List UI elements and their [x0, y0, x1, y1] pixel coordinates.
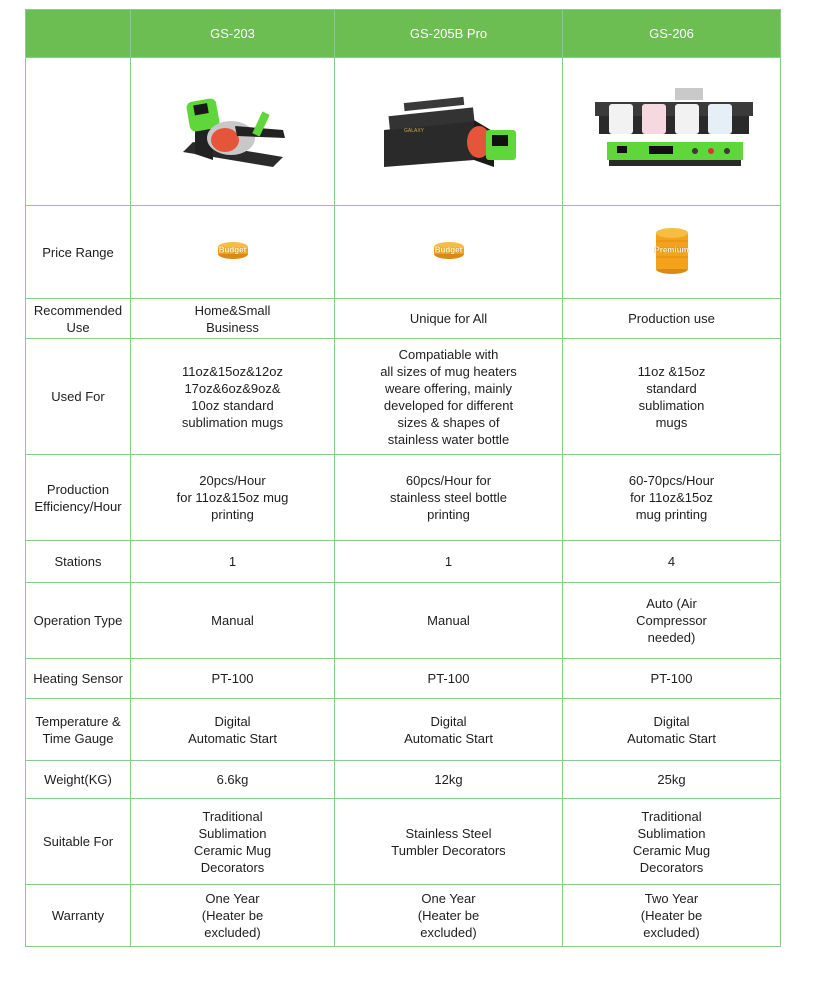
- value-text: Manual: [211, 613, 254, 628]
- row-label-text: Suitable For: [42, 834, 114, 849]
- header-row: [26, 10, 781, 58]
- value-cell-gs-205b-pro: [335, 541, 563, 583]
- budget-coin-icon: Budget: [432, 239, 466, 261]
- value-cell-gs-203: [131, 541, 335, 583]
- table-row: [26, 761, 781, 799]
- value-cell-gs-206: [563, 761, 781, 799]
- value-cell-gs-203: [131, 339, 335, 455]
- price-range-gs-205b-pro: [335, 206, 563, 299]
- value-text: 12kg: [434, 772, 463, 787]
- value-cell-gs-206: [563, 339, 781, 455]
- row-label: [26, 761, 131, 799]
- row-label: [26, 885, 131, 947]
- row-label-text: Weight(KG): [44, 772, 112, 787]
- value-cell-gs-203: [131, 761, 335, 799]
- table-row: [26, 339, 781, 455]
- gs-205b-pro-image-cell: [335, 58, 563, 206]
- value-text: 20pcs/Hour for 11oz&15oz mug printing: [176, 473, 289, 522]
- comparison-table: [25, 9, 781, 947]
- gs-203-mug-press-image: [135, 82, 330, 182]
- image-row: [26, 58, 781, 206]
- value-cell-gs-205b-pro: [335, 455, 563, 541]
- table-row: [26, 541, 781, 583]
- row-label: [26, 583, 131, 659]
- table-row: [26, 455, 781, 541]
- value-text: Unique for All: [409, 311, 488, 326]
- table-row: [26, 659, 781, 699]
- value-text: One Year (Heater be excluded): [201, 891, 264, 940]
- value-text: 60-70pcs/Hour for 11oz&15oz mug printing: [628, 473, 715, 522]
- gs-206-image-cell: [563, 58, 781, 206]
- value-text: PT-100: [427, 671, 470, 686]
- value-text: Home&Small Business: [194, 302, 271, 335]
- row-label-text: Temperature & Time Gauge: [35, 713, 121, 746]
- value-cell-gs-205b-pro: [335, 659, 563, 699]
- row-label-text: Operation Type: [33, 613, 123, 628]
- value-cell-gs-205b-pro: [335, 299, 563, 339]
- header-model-gs-206: GS-206: [563, 10, 781, 58]
- value-cell-gs-206: [563, 659, 781, 699]
- value-text: 25kg: [657, 772, 686, 787]
- row-label-price-range: Price Range: [26, 206, 131, 299]
- value-text: One Year (Heater be excluded): [417, 891, 480, 940]
- value-cell-gs-206: [563, 799, 781, 885]
- price-range-gs-206: [563, 206, 781, 299]
- price-range-row: [26, 206, 781, 299]
- svg-text:GALAXY: GALAXY: [403, 127, 424, 134]
- gs-206-four-station-mug-press-image: [567, 84, 776, 179]
- value-text: Auto (Air Compressor needed): [636, 596, 707, 645]
- premium-coin-stack-icon: Premium: [654, 225, 690, 275]
- value-text: Stainless Steel Tumbler Decorators: [391, 825, 506, 858]
- value-cell-gs-206: [563, 583, 781, 659]
- value-text: PT-100: [650, 671, 693, 686]
- value-text: 11oz&15oz&12oz 17oz&6oz&9oz& 10oz standard sublimation mugs: [181, 363, 284, 430]
- row-label-text: Stations: [54, 554, 102, 569]
- budget-coin-icon: Budget: [216, 239, 250, 261]
- value-text: Production use: [628, 311, 715, 326]
- header-model-gs-205b-pro: GS-205B Pro: [335, 10, 563, 58]
- gs-203-image-cell: [131, 58, 335, 206]
- table-row: [26, 583, 781, 659]
- value-text: Manual: [427, 613, 470, 628]
- value-text: 1: [228, 554, 237, 569]
- value-text: Digital Automatic Start: [627, 713, 716, 746]
- row-label-text: Heating Sensor: [33, 671, 123, 686]
- row-label: [26, 541, 131, 583]
- row-label-text: Used For: [51, 389, 105, 404]
- value-text: 11oz &15oz standard sublimation mugs: [637, 363, 706, 430]
- value-cell-gs-205b-pro: [335, 583, 563, 659]
- value-text: 4: [667, 554, 676, 569]
- row-label-text: Recommended Use: [33, 302, 123, 335]
- value-cell-gs-205b-pro: [335, 699, 563, 761]
- row-label: [26, 299, 131, 339]
- value-text: PT-100: [211, 671, 254, 686]
- value-text: Digital Automatic Start: [404, 713, 493, 746]
- value-cell-gs-203: [131, 583, 335, 659]
- value-cell-gs-205b-pro: [335, 761, 563, 799]
- table-row: [26, 699, 781, 761]
- row-label: [26, 339, 131, 455]
- value-cell-gs-203: [131, 885, 335, 947]
- value-cell-gs-203: [131, 659, 335, 699]
- gs-205b-pro-tumbler-press-image: [339, 82, 558, 182]
- value-text: Traditional Sublimation Ceramic Mug Decorators: [632, 808, 711, 875]
- value-cell-gs-206: [563, 541, 781, 583]
- header-blank-cell: [26, 10, 131, 58]
- row-label: [26, 799, 131, 885]
- value-cell-gs-203: [131, 455, 335, 541]
- table-row: [26, 299, 781, 339]
- value-cell-gs-206: [563, 699, 781, 761]
- value-cell-gs-206: [563, 299, 781, 339]
- value-cell-gs-203: [131, 799, 335, 885]
- table-row: [26, 799, 781, 885]
- value-cell-gs-203: [131, 699, 335, 761]
- value-cell-gs-203: [131, 299, 335, 339]
- row-label: [26, 699, 131, 761]
- row-label: [26, 659, 131, 699]
- value-cell-gs-206: [563, 885, 781, 947]
- header-model-gs-203: GS-203: [131, 10, 335, 58]
- row-label-text: Warranty: [51, 908, 105, 923]
- value-text: 60pcs/Hour for stainless steel bottle printing: [389, 473, 508, 522]
- row-label: [26, 455, 131, 541]
- value-cell-gs-205b-pro: [335, 799, 563, 885]
- image-row-label-cell: [26, 58, 131, 206]
- value-cell-gs-206: [563, 455, 781, 541]
- value-text: Traditional Sublimation Ceramic Mug Decorators: [193, 808, 272, 875]
- row-label-text: Production Efficiency/Hour: [34, 481, 122, 514]
- value-text: 1: [444, 554, 453, 569]
- price-range-gs-203: [131, 206, 335, 299]
- value-cell-gs-205b-pro: [335, 885, 563, 947]
- value-text: Digital Automatic Start: [188, 713, 277, 746]
- table-row: [26, 885, 781, 947]
- value-text: Two Year (Heater be excluded): [640, 891, 703, 940]
- value-text: 6.6kg: [216, 772, 249, 787]
- value-text: Compatiable with all sizes of mug heaters weare offering, mainly developed for different sizes & shapes of stainless water bottle: [380, 346, 517, 447]
- value-cell-gs-205b-pro: [335, 339, 563, 455]
